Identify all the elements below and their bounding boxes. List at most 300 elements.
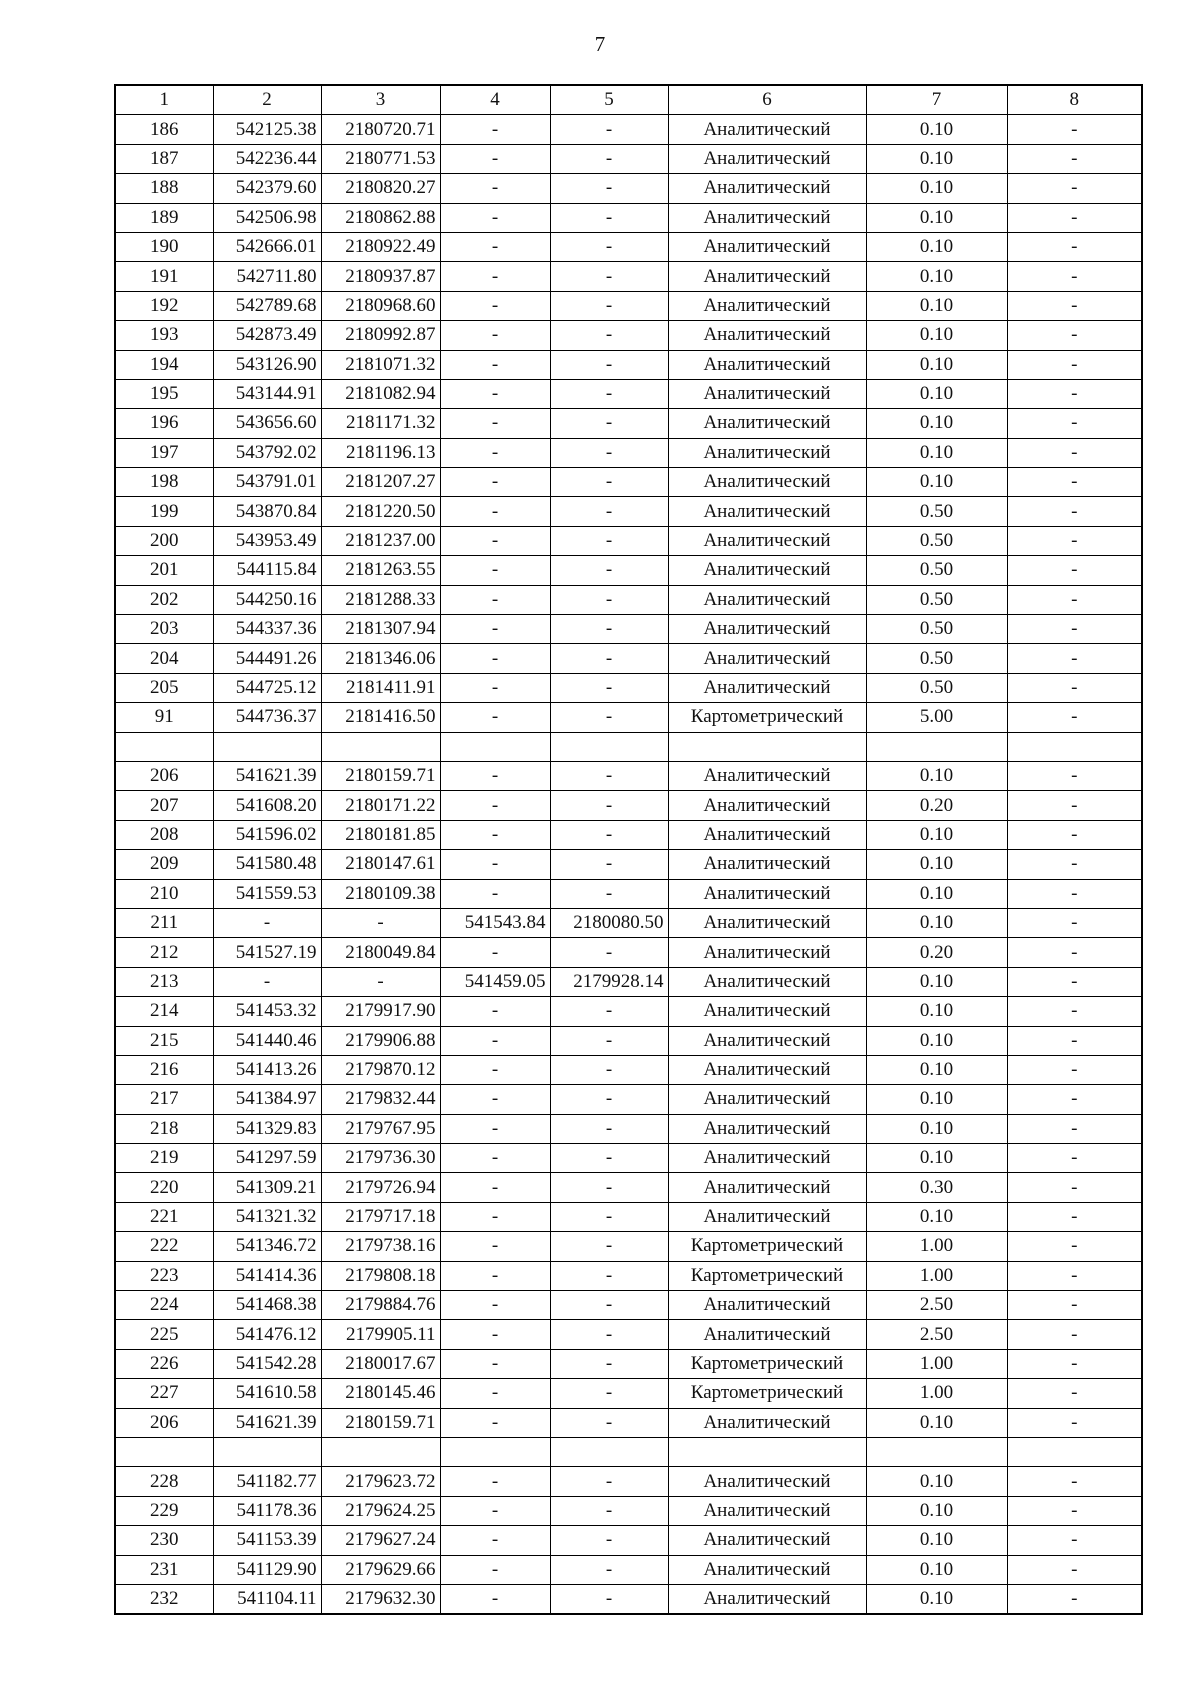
table-cell: - — [440, 1261, 550, 1290]
table-cell: - — [440, 1467, 550, 1496]
table-cell: 0.10 — [866, 262, 1007, 291]
table-cell: - — [440, 1291, 550, 1320]
table-cell: 544115.84 — [213, 556, 321, 585]
table-cell: 542236.44 — [213, 144, 321, 173]
table-cell: - — [440, 1085, 550, 1114]
table-cell: - — [1007, 1584, 1142, 1614]
table-cell: - — [1007, 1026, 1142, 1055]
table-cell: 0.10 — [866, 115, 1007, 144]
table-row — [115, 409, 1142, 438]
table-cell: - — [550, 997, 668, 1026]
table-cell: 541129.90 — [213, 1555, 321, 1584]
table-cell: 195 — [115, 379, 213, 408]
table-cell: Аналитический — [668, 1291, 866, 1320]
table-cell: 541610.58 — [213, 1379, 321, 1408]
table-cell: 2181207.27 — [321, 468, 440, 497]
table-cell: 541453.32 — [213, 997, 321, 1026]
table-cell: 190 — [115, 232, 213, 261]
table-cell: - — [1007, 1291, 1142, 1320]
table-cell: 232 — [115, 1584, 213, 1614]
table-row — [115, 174, 1142, 203]
table-cell: - — [550, 1232, 668, 1261]
table-cell: Аналитический — [668, 174, 866, 203]
table-cell: 0.10 — [866, 468, 1007, 497]
table-cell: 1.00 — [866, 1232, 1007, 1261]
table-row — [115, 703, 1142, 732]
table-cell: - — [440, 291, 550, 320]
table-cell: 543656.60 — [213, 409, 321, 438]
table-cell: - — [1007, 644, 1142, 673]
table-cell: 194 — [115, 350, 213, 379]
table-cell: - — [550, 1026, 668, 1055]
table-cell: - — [1007, 203, 1142, 232]
table-cell: - — [440, 350, 550, 379]
table-cell: 2.50 — [866, 1320, 1007, 1349]
table-cell: 204 — [115, 644, 213, 673]
table-cell: 541309.21 — [213, 1173, 321, 1202]
table-cell: - — [440, 820, 550, 849]
column-header-7: 7 — [866, 85, 1007, 115]
table-cell: 541580.48 — [213, 850, 321, 879]
table-cell: - — [550, 174, 668, 203]
table-cell — [440, 1437, 550, 1466]
table-row — [115, 1291, 1142, 1320]
table-cell: 542125.38 — [213, 115, 321, 144]
table-cell: Картометрический — [668, 1379, 866, 1408]
table-cell: Аналитический — [668, 144, 866, 173]
table-cell — [866, 732, 1007, 761]
table-cell: 220 — [115, 1173, 213, 1202]
table-cell: 229 — [115, 1496, 213, 1525]
table-cell: Аналитический — [668, 232, 866, 261]
table-cell: - — [440, 409, 550, 438]
table-cell: Аналитический — [668, 438, 866, 467]
table-cell: 541346.72 — [213, 1232, 321, 1261]
table-row — [115, 1055, 1142, 1084]
table-cell: Аналитический — [668, 791, 866, 820]
table-cell: - — [1007, 1085, 1142, 1114]
table-row — [115, 1379, 1142, 1408]
table-cell — [668, 1437, 866, 1466]
table-cell: - — [1007, 291, 1142, 320]
table-cell: 541440.46 — [213, 1026, 321, 1055]
table-cell: - — [440, 673, 550, 702]
table-cell: - — [550, 1496, 668, 1525]
table-cell: 0.50 — [866, 585, 1007, 614]
table-cell: 191 — [115, 262, 213, 291]
table-cell: 544337.36 — [213, 615, 321, 644]
table-cell: 218 — [115, 1114, 213, 1143]
table-cell: 209 — [115, 850, 213, 879]
table-row — [115, 321, 1142, 350]
table-cell: - — [550, 1379, 668, 1408]
table-cell: 0.10 — [866, 1467, 1007, 1496]
table-row — [115, 1173, 1142, 1202]
table-cell: - — [1007, 321, 1142, 350]
table-row — [115, 438, 1142, 467]
table-cell — [440, 732, 550, 761]
table-cell: Аналитический — [668, 1085, 866, 1114]
table-cell: - — [1007, 703, 1142, 732]
table-cell: 541414.36 — [213, 1261, 321, 1290]
table-cell: 2179832.44 — [321, 1085, 440, 1114]
table-cell: 544250.16 — [213, 585, 321, 614]
table-cell: - — [1007, 468, 1142, 497]
table-cell: - — [440, 468, 550, 497]
table-row — [115, 203, 1142, 232]
table-cell: 189 — [115, 203, 213, 232]
table-cell: 207 — [115, 791, 213, 820]
table-cell: 0.10 — [866, 1496, 1007, 1525]
table-cell: 0.10 — [866, 1584, 1007, 1614]
table-cell: - — [440, 497, 550, 526]
table-cell: - — [550, 203, 668, 232]
table-cell: - — [440, 1555, 550, 1584]
table-cell: Аналитический — [668, 1144, 866, 1173]
table-cell: - — [440, 1320, 550, 1349]
table-cell — [115, 1437, 213, 1466]
table-cell: - — [550, 379, 668, 408]
table-cell: - — [1007, 526, 1142, 555]
table-cell: - — [1007, 232, 1142, 261]
table-cell: 0.20 — [866, 791, 1007, 820]
table-cell: 0.10 — [866, 850, 1007, 879]
table-cell: - — [1007, 1114, 1142, 1143]
table-cell: 2180922.49 — [321, 232, 440, 261]
table-cell: - — [1007, 1144, 1142, 1173]
table-cell: 0.10 — [866, 379, 1007, 408]
table-body — [115, 115, 1142, 1614]
table-row — [115, 1114, 1142, 1143]
table-cell: 198 — [115, 468, 213, 497]
table-cell: Аналитический — [668, 1173, 866, 1202]
table-cell: - — [440, 585, 550, 614]
table-cell: 213 — [115, 967, 213, 996]
table-cell: Аналитический — [668, 1408, 866, 1437]
table-cell: - — [1007, 1202, 1142, 1231]
table-cell: 2180080.50 — [550, 908, 668, 937]
table-header-row — [115, 85, 1142, 115]
table-cell: - — [1007, 879, 1142, 908]
table-cell: 2180017.67 — [321, 1349, 440, 1378]
table-cell: - — [440, 615, 550, 644]
table-cell: 208 — [115, 820, 213, 849]
table-cell: - — [1007, 615, 1142, 644]
table-cell: 0.10 — [866, 1144, 1007, 1173]
table-cell: 0.10 — [866, 967, 1007, 996]
table-cell: - — [550, 1202, 668, 1231]
table-row — [115, 1144, 1142, 1173]
table-cell: 0.10 — [866, 174, 1007, 203]
table-cell: - — [440, 556, 550, 585]
table-cell: 225 — [115, 1320, 213, 1349]
table-cell: 0.50 — [866, 526, 1007, 555]
table-cell: Аналитический — [668, 350, 866, 379]
table-cell: 544491.26 — [213, 644, 321, 673]
table-cell: - — [550, 820, 668, 849]
table-row — [115, 468, 1142, 497]
table-cell: 219 — [115, 1144, 213, 1173]
table-cell: - — [1007, 967, 1142, 996]
table-cell: 2179917.90 — [321, 997, 440, 1026]
table-cell: 202 — [115, 585, 213, 614]
table-cell — [321, 1437, 440, 1466]
table-cell: - — [550, 556, 668, 585]
table-cell: - — [321, 908, 440, 937]
table-cell: Аналитический — [668, 1584, 866, 1614]
table-cell: Аналитический — [668, 203, 866, 232]
table-cell: - — [550, 1144, 668, 1173]
table-cell: 228 — [115, 1467, 213, 1496]
table-cell: - — [440, 438, 550, 467]
table-cell: - — [440, 1408, 550, 1437]
table-cell: 544736.37 — [213, 703, 321, 732]
table-cell: 541321.32 — [213, 1202, 321, 1231]
table-row — [115, 232, 1142, 261]
table-cell: Аналитический — [668, 468, 866, 497]
table-cell: 541476.12 — [213, 1320, 321, 1349]
blank-separator-row — [115, 732, 1142, 761]
table-cell: 2179905.11 — [321, 1320, 440, 1349]
table-cell: 2180049.84 — [321, 938, 440, 967]
table-cell: 541153.39 — [213, 1526, 321, 1555]
table-cell: Картометрический — [668, 1261, 866, 1290]
table-cell: - — [440, 644, 550, 673]
page-number: 7 — [594, 32, 606, 56]
table-cell: - — [440, 1584, 550, 1614]
table-cell: - — [1007, 673, 1142, 702]
table-cell: 2179870.12 — [321, 1055, 440, 1084]
table-cell: 2.50 — [866, 1291, 1007, 1320]
table-row — [115, 1467, 1142, 1496]
table-cell — [1007, 1437, 1142, 1466]
table-cell — [115, 732, 213, 761]
table-cell: 2180159.71 — [321, 761, 440, 790]
table-cell: - — [1007, 850, 1142, 879]
table-cell: - — [550, 1114, 668, 1143]
table-cell: 2179623.72 — [321, 1467, 440, 1496]
table-cell: 0.50 — [866, 673, 1007, 702]
table-cell: 0.10 — [866, 1555, 1007, 1584]
table-row — [115, 850, 1142, 879]
table-cell: Аналитический — [668, 1320, 866, 1349]
table-cell: 2180968.60 — [321, 291, 440, 320]
table-cell: 2179627.24 — [321, 1526, 440, 1555]
table-cell: Аналитический — [668, 585, 866, 614]
table-cell: - — [550, 1526, 668, 1555]
table-cell: 2180159.71 — [321, 1408, 440, 1437]
table-cell: - — [440, 1026, 550, 1055]
table-cell: Аналитический — [668, 379, 866, 408]
coordinates-table — [114, 84, 1143, 1615]
table-cell — [866, 1437, 1007, 1466]
table-row — [115, 497, 1142, 526]
table-cell: - — [550, 438, 668, 467]
table-cell: 2180109.38 — [321, 879, 440, 908]
table-cell: Аналитический — [668, 291, 866, 320]
table-cell: 0.10 — [866, 291, 1007, 320]
table-cell: 2181288.33 — [321, 585, 440, 614]
table-cell: - — [1007, 997, 1142, 1026]
table-cell: 226 — [115, 1349, 213, 1378]
table-cell: - — [1007, 1349, 1142, 1378]
column-header-4: 4 — [440, 85, 550, 115]
table-cell: - — [1007, 262, 1142, 291]
table-cell: 214 — [115, 997, 213, 1026]
table-row — [115, 262, 1142, 291]
table-cell: 2179884.76 — [321, 1291, 440, 1320]
table-cell: 541413.26 — [213, 1055, 321, 1084]
table-cell: 2181071.32 — [321, 350, 440, 379]
table-cell — [668, 732, 866, 761]
table-cell: - — [1007, 1467, 1142, 1496]
table-cell: Аналитический — [668, 761, 866, 790]
table-cell: 0.50 — [866, 497, 1007, 526]
table-cell: 0.10 — [866, 1055, 1007, 1084]
table-cell: 206 — [115, 1408, 213, 1437]
table-cell: 0.10 — [866, 1085, 1007, 1114]
table-cell: - — [440, 1202, 550, 1231]
table-cell — [213, 732, 321, 761]
table-cell: - — [550, 468, 668, 497]
table-cell: - — [1007, 1055, 1142, 1084]
table-cell: 205 — [115, 673, 213, 702]
table-cell: - — [213, 967, 321, 996]
table-cell: - — [440, 1114, 550, 1143]
table-row — [115, 350, 1142, 379]
table-cell: - — [1007, 144, 1142, 173]
table-cell: 542873.49 — [213, 321, 321, 350]
column-header-5: 5 — [550, 85, 668, 115]
table-cell: - — [1007, 938, 1142, 967]
table-cell: 541542.28 — [213, 1349, 321, 1378]
table-cell: - — [1007, 556, 1142, 585]
table-cell: 0.10 — [866, 820, 1007, 849]
table-cell: 543126.90 — [213, 350, 321, 379]
table-cell: 203 — [115, 615, 213, 644]
table-cell: 193 — [115, 321, 213, 350]
table-row — [115, 1349, 1142, 1378]
table-cell: Аналитический — [668, 1202, 866, 1231]
table-row — [115, 1026, 1142, 1055]
table-cell: 2180171.22 — [321, 791, 440, 820]
table-cell: 223 — [115, 1261, 213, 1290]
table-cell: - — [1007, 1261, 1142, 1290]
table-cell: 541621.39 — [213, 761, 321, 790]
table-cell: 216 — [115, 1055, 213, 1084]
table-cell: - — [440, 174, 550, 203]
table-cell — [321, 732, 440, 761]
table-cell: 2181237.00 — [321, 526, 440, 555]
table-cell: - — [550, 350, 668, 379]
table-cell: - — [550, 703, 668, 732]
table-cell: - — [440, 526, 550, 555]
table-cell: - — [550, 1555, 668, 1584]
table-cell: 197 — [115, 438, 213, 467]
table-cell: 1.00 — [866, 1261, 1007, 1290]
table-cell: 542379.60 — [213, 174, 321, 203]
table-cell: 541182.77 — [213, 1467, 321, 1496]
table-cell: 2180820.27 — [321, 174, 440, 203]
table-cell: - — [440, 115, 550, 144]
table-cell: 543144.91 — [213, 379, 321, 408]
table-cell: Аналитический — [668, 938, 866, 967]
table-cell: 541621.39 — [213, 1408, 321, 1437]
table-cell: 541468.38 — [213, 1291, 321, 1320]
table-cell: 0.10 — [866, 1026, 1007, 1055]
table-cell: - — [440, 1055, 550, 1084]
table-cell: 541104.11 — [213, 1584, 321, 1614]
table-cell: - — [1007, 497, 1142, 526]
table-cell: 2181082.94 — [321, 379, 440, 408]
table-cell: Аналитический — [668, 1496, 866, 1525]
table-cell: 541559.53 — [213, 879, 321, 908]
table-cell: 2181196.13 — [321, 438, 440, 467]
table-cell: 542506.98 — [213, 203, 321, 232]
table-cell: 212 — [115, 938, 213, 967]
table-cell: Аналитический — [668, 1555, 866, 1584]
table-cell: 0.10 — [866, 908, 1007, 937]
table-cell: 0.10 — [866, 1526, 1007, 1555]
table-cell: 2181346.06 — [321, 644, 440, 673]
table-cell: 196 — [115, 409, 213, 438]
table-cell: - — [550, 1291, 668, 1320]
table-cell: Картометрический — [668, 1349, 866, 1378]
table-row — [115, 820, 1142, 849]
table-cell: 2181220.50 — [321, 497, 440, 526]
table-cell: Аналитический — [668, 850, 866, 879]
table-cell: 206 — [115, 761, 213, 790]
table-cell: Аналитический — [668, 526, 866, 555]
table-row — [115, 291, 1142, 320]
table-cell: 542711.80 — [213, 262, 321, 291]
table-row — [115, 379, 1142, 408]
table-cell: 0.10 — [866, 321, 1007, 350]
table-cell: Аналитический — [668, 556, 866, 585]
column-header-3: 3 — [321, 85, 440, 115]
table-cell: 186 — [115, 115, 213, 144]
table-cell: - — [550, 497, 668, 526]
table-cell: 0.10 — [866, 761, 1007, 790]
table-cell: 0.10 — [866, 438, 1007, 467]
table-row — [115, 144, 1142, 173]
table-cell: - — [440, 703, 550, 732]
table-cell: 0.20 — [866, 938, 1007, 967]
table-cell: 542789.68 — [213, 291, 321, 320]
table-cell: - — [440, 321, 550, 350]
table-cell: - — [550, 644, 668, 673]
table-cell: - — [440, 379, 550, 408]
table-row — [115, 997, 1142, 1026]
table-cell: - — [1007, 1173, 1142, 1202]
table-cell: 224 — [115, 1291, 213, 1320]
table-cell: - — [1007, 791, 1142, 820]
table-cell: 0.50 — [866, 556, 1007, 585]
table-cell: 2179767.95 — [321, 1114, 440, 1143]
table-cell: 2179632.30 — [321, 1584, 440, 1614]
table-row — [115, 1202, 1142, 1231]
table-row — [115, 615, 1142, 644]
table-cell: 543870.84 — [213, 497, 321, 526]
table-cell: 541178.36 — [213, 1496, 321, 1525]
table-cell: - — [440, 791, 550, 820]
table-row — [115, 1085, 1142, 1114]
table-cell: 541384.97 — [213, 1085, 321, 1114]
table-cell: - — [440, 938, 550, 967]
table-cell: - — [550, 673, 668, 702]
table-cell: - — [1007, 1408, 1142, 1437]
table-cell: - — [1007, 1320, 1142, 1349]
